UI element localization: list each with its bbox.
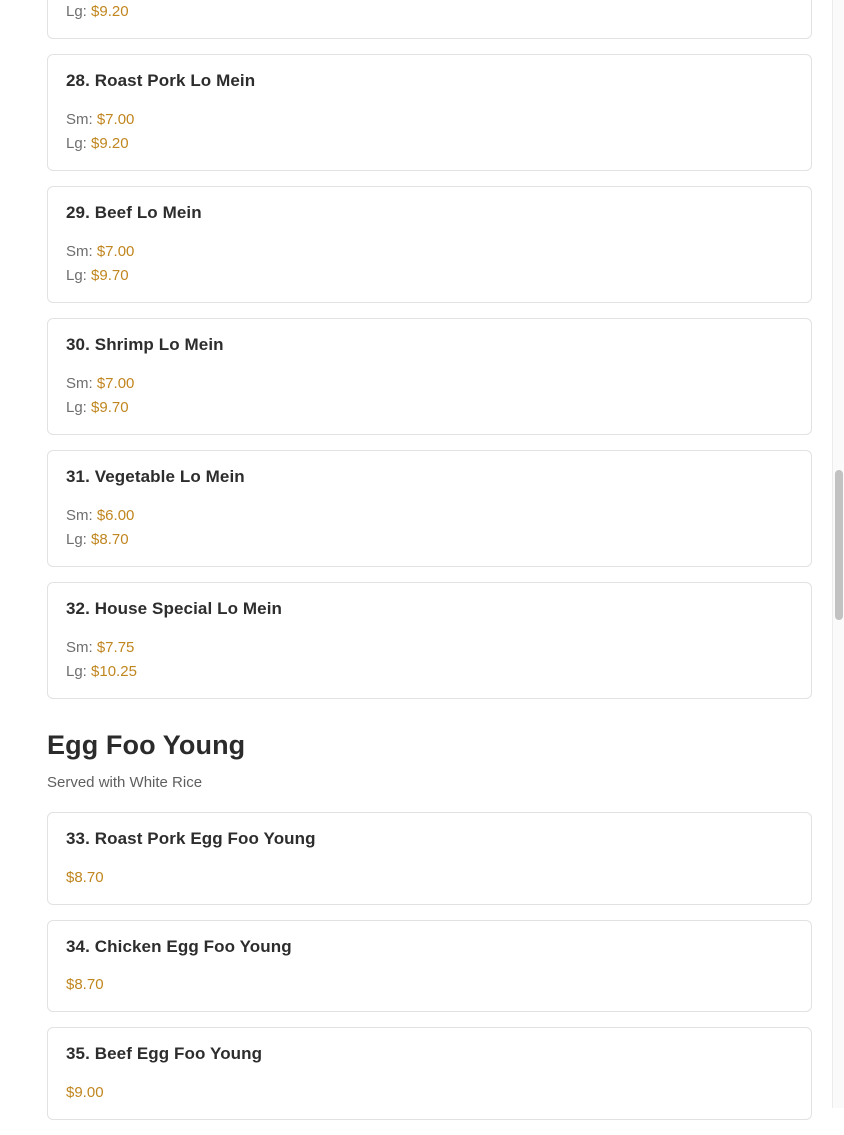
price-amount: $6.00: [96, 506, 135, 524]
menu-item-card-partial[interactable]: [47, 0, 812, 39]
price-size-label: Sm:: [66, 374, 93, 392]
price-row: [66, 636, 793, 660]
price-row: [66, 240, 793, 264]
price-size-label: Lg:: [66, 3, 87, 20]
price-row: [66, 504, 793, 528]
price-row: [66, 132, 793, 156]
price-amount: $9.20: [91, 3, 129, 20]
price-row: [66, 396, 793, 420]
price-amount: $9.70: [91, 398, 129, 416]
section-header-egg-foo-young: [47, 729, 812, 792]
section-title: Egg Foo Young: [47, 730, 246, 761]
price-amount: $9.00: [66, 1083, 104, 1101]
menu-item-card[interactable]: [47, 582, 812, 699]
price-row: [66, 264, 793, 288]
menu-item-name: 33. Roast Pork Egg Foo Young: [66, 829, 316, 849]
price-amount: $7.75: [96, 638, 135, 656]
price-amount: $9.70: [91, 266, 129, 284]
menu-item-card[interactable]: [47, 318, 812, 435]
price-amount: $8.70: [66, 868, 104, 886]
price-size-label: Sm:: [66, 638, 93, 656]
price-amount: $10.25: [91, 662, 137, 680]
menu-item-name: 29. Beef Lo Mein: [66, 203, 202, 223]
menu-item-card[interactable]: [47, 920, 812, 1012]
price-size-label: Lg:: [66, 266, 87, 284]
menu-item-card[interactable]: [47, 812, 812, 904]
menu-item-card[interactable]: [47, 186, 812, 303]
scrollbar-thumb[interactable]: [835, 470, 843, 620]
menu-item-card[interactable]: [47, 54, 812, 171]
price-amount: $8.70: [91, 530, 129, 548]
price-row: [66, 660, 793, 684]
menu-item-name: 30. Shrimp Lo Mein: [66, 335, 224, 355]
price-amount: $7.00: [96, 374, 135, 392]
menu-item-name: 31. Vegetable Lo Mein: [66, 467, 245, 487]
price-size-label: Lg:: [66, 662, 87, 680]
price-amount: $7.00: [96, 110, 135, 128]
menu-item-name: 35. Beef Egg Foo Young: [66, 1044, 263, 1064]
section-subtitle: Served with White Rice: [47, 773, 203, 791]
menu-item-card[interactable]: [47, 1027, 812, 1119]
price-row: [66, 108, 793, 132]
menu-item-card[interactable]: [47, 450, 812, 567]
price-size-label: Sm:: [66, 506, 93, 524]
menu-item-name: 28. Roast Pork Lo Mein: [66, 71, 256, 91]
price-amount: $9.20: [91, 134, 129, 152]
price-row: [66, 372, 793, 396]
price-row: [66, 528, 793, 552]
price-size-label: Lg:: [66, 398, 87, 416]
price-amount: $7.00: [96, 242, 135, 260]
price-size-label: Sm:: [66, 110, 93, 128]
price-size-label: Sm:: [66, 242, 93, 260]
price-row: [66, 0, 793, 24]
price-size-label: Lg:: [66, 134, 87, 152]
menu-item-name: 34. Chicken Egg Foo Young: [66, 936, 292, 956]
page-scrollbar[interactable]: [832, 0, 844, 1108]
price-size-label: Lg:: [66, 530, 87, 548]
price-amount: $8.70: [66, 976, 104, 994]
menu-item-name: 32. House Special Lo Mein: [66, 599, 283, 619]
